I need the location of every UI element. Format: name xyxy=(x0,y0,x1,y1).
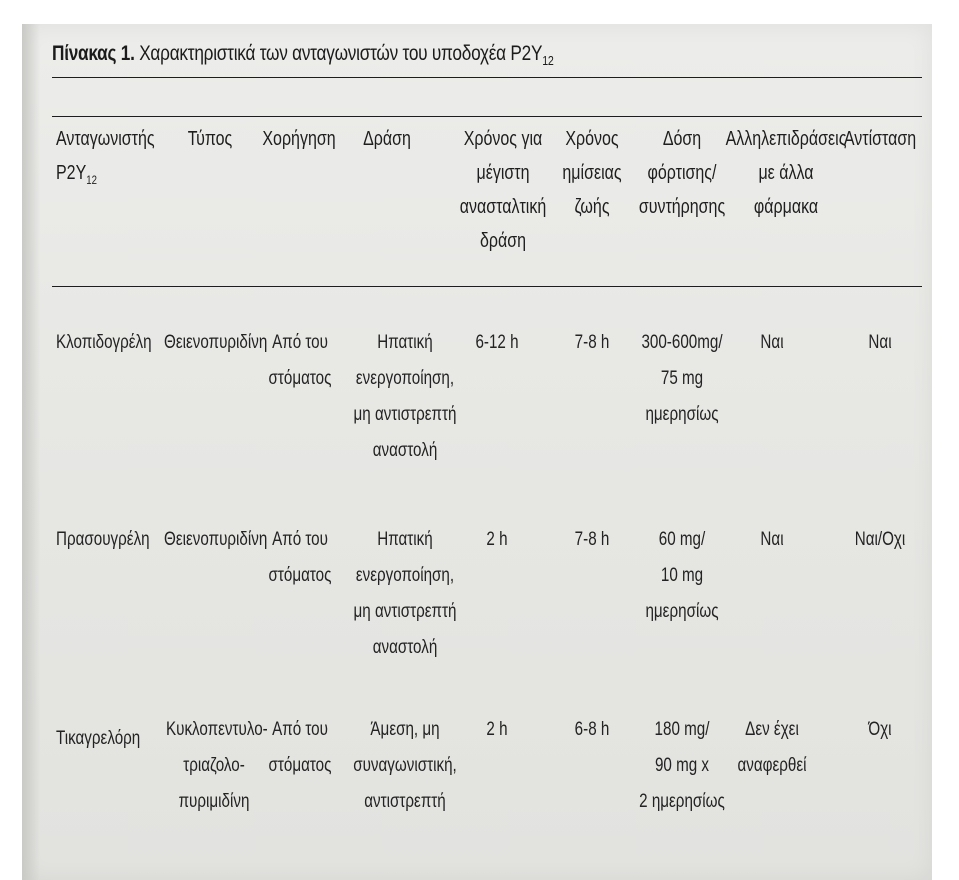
header-half-life xyxy=(552,122,632,224)
row3-interactions-line1: Δεν έχει xyxy=(745,719,799,740)
header-antagonist-line2 xyxy=(56,156,155,197)
header-interactions xyxy=(722,122,850,224)
row3-action-line1: Άμεση, μη xyxy=(370,719,440,740)
row3-dose-line2: 90 mg x xyxy=(654,755,710,776)
row3-resistance: Όχι xyxy=(868,719,892,740)
header-action: Δράση xyxy=(363,128,411,150)
row1-interactions: Ναι xyxy=(760,332,784,353)
row1-action-line2: ενεργοποίηση, xyxy=(355,368,455,389)
row1-dose-line3: ημερησίως xyxy=(645,404,719,425)
row2-dose xyxy=(634,522,730,630)
header-antagonist xyxy=(56,122,155,197)
row3-action-line3: αντιστρεπτή xyxy=(364,791,446,812)
row3-route-line2: στόματος xyxy=(268,755,332,776)
row1-route xyxy=(260,325,340,397)
header-halflife-line3: ζωής xyxy=(574,196,610,218)
row1-action-line1: Ηπατική xyxy=(377,332,433,353)
header-antagonist-line1: Ανταγωνιστής xyxy=(56,128,155,150)
row2-action xyxy=(353,522,457,666)
row1-route-line1: Από του xyxy=(272,332,328,353)
row1-dose-line2: 75 mg xyxy=(660,368,704,389)
header-peak-line2: μέγιστη xyxy=(476,162,530,184)
row1-route-line2: στόματος xyxy=(268,368,332,389)
row2-halflife: 7-8 h xyxy=(574,529,610,550)
row1-type: Θειενοπυριδίνη xyxy=(164,332,268,353)
header-antagonist-p2y: P2Y xyxy=(56,162,87,184)
row3-type-line3: πυριμιδίνη xyxy=(178,791,250,812)
header-dose xyxy=(634,122,730,224)
row3-action-line2: συναγωνιστική, xyxy=(353,755,457,776)
row1-dose-line1: 300-600mg/ xyxy=(641,332,723,353)
row3-interactions xyxy=(732,712,812,784)
row2-route-line1: Από του xyxy=(272,529,328,550)
row2-action-line4: αναστολή xyxy=(372,637,438,658)
row2-action-line1: Ηπατική xyxy=(377,529,433,550)
caption-subscript: 12 xyxy=(542,53,554,69)
header-antagonist-sub: 12 xyxy=(86,173,97,187)
header-peak-time xyxy=(451,122,555,258)
header-peak-line1: Χρόνος για xyxy=(463,128,543,150)
header-interactions-line1: Αλληλεπιδράσεις xyxy=(725,128,847,150)
row3-route xyxy=(260,712,340,784)
row2-action-line3: μη αντιστρεπτή xyxy=(353,601,457,622)
header-dose-line2: φόρτισης/ xyxy=(647,162,717,184)
row1-resistance: Ναι xyxy=(868,332,892,353)
row2-peak: 2 h xyxy=(486,529,508,550)
header-type: Τύπος xyxy=(187,128,233,150)
row3-type-line2: τριαζολο- xyxy=(183,755,245,776)
row3-route-line1: Από του xyxy=(272,719,328,740)
header-bottom-rule xyxy=(52,286,922,287)
row2-resistance: Ναι/Οχι xyxy=(854,529,906,550)
row3-type xyxy=(166,712,268,820)
row3-peak: 2 h xyxy=(486,719,508,740)
page-gutter-shadow xyxy=(22,24,40,880)
row3-name: Τικαγρελόρη xyxy=(56,728,141,749)
row2-type: Θειενοπυριδίνη xyxy=(164,529,268,550)
row3-halflife: 6-8 h xyxy=(574,719,610,740)
row1-halflife: 7-8 h xyxy=(574,332,610,353)
row3-dose xyxy=(634,712,730,820)
row3-type-line1: Κυκλοπεντυλο- xyxy=(166,719,268,740)
row3-dose-line1: 180 mg/ xyxy=(654,719,710,740)
header-dose-line3: συντήρησης xyxy=(638,196,726,218)
row1-action xyxy=(353,325,457,469)
header-halflife-line1: Χρόνος xyxy=(565,128,619,150)
row2-name: Πρασουγρέλη xyxy=(56,529,150,550)
row2-dose-line1: 60 mg/ xyxy=(658,529,706,550)
header-peak-line4: δράση xyxy=(479,230,527,252)
row2-dose-line3: ημερησίως xyxy=(645,601,719,622)
header-peak-line3: ανασταλτική xyxy=(459,196,547,218)
caption-label: Πίνακας 1. xyxy=(52,42,135,65)
row2-route-line2: στόματος xyxy=(268,565,332,586)
header-interactions-line3: φάρμακα xyxy=(753,196,819,218)
header-halflife-line2: ημίσειας xyxy=(562,162,622,184)
row3-interactions-line2: αναφερθεί xyxy=(737,755,807,776)
row2-action-line2: ενεργοποίηση, xyxy=(355,565,455,586)
row1-name: Κλοπιδογρέλη xyxy=(56,332,152,353)
header-dose-line1: Δόση xyxy=(662,128,702,150)
table-caption xyxy=(52,42,554,68)
row1-action-line3: μη αντιστρεπτή xyxy=(353,404,457,425)
row2-dose-line2: 10 mg xyxy=(660,565,704,586)
row1-dose xyxy=(634,325,730,433)
row3-dose-line3: 2 ημερησίως xyxy=(639,791,725,812)
scanned-page xyxy=(22,24,932,880)
row1-action-line4: αναστολή xyxy=(372,440,438,461)
header-resistance: Αντίσταση xyxy=(843,128,917,150)
row2-interactions: Ναι xyxy=(760,529,784,550)
header-top-rule xyxy=(52,116,922,117)
header-route: Χορήγηση xyxy=(262,128,336,150)
row2-route xyxy=(260,522,340,594)
row1-peak: 6-12 h xyxy=(475,332,519,353)
top-rule xyxy=(52,77,922,78)
header-interactions-line2: με άλλα xyxy=(758,162,814,184)
caption-text: Χαρακτηριστικά των ανταγωνιστών του υποδοχέα P2Y xyxy=(139,42,543,65)
row3-action xyxy=(353,712,457,820)
